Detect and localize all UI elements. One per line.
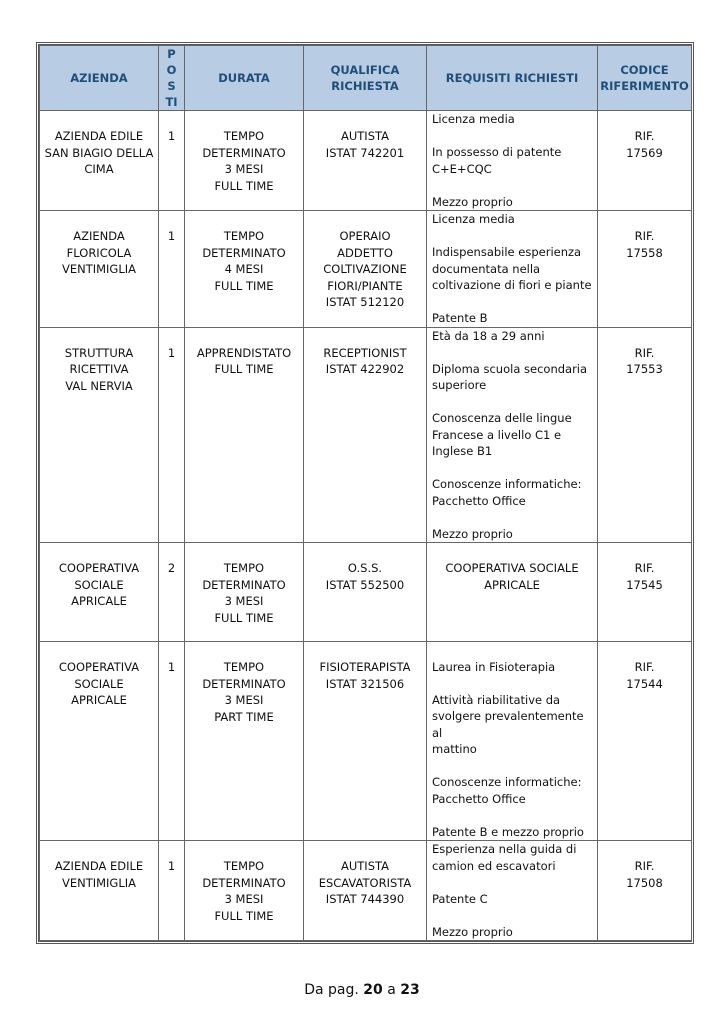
azienda-cell: COOPERATIVA SOCIALE APRICALE <box>40 642 159 841</box>
table-body <box>40 111 692 941</box>
codice-cell: RIF. 17569 <box>598 111 692 211</box>
qualifica-cell: O.S.S. ISTAT 552500 <box>304 543 427 642</box>
header-durata: DURATA <box>185 46 304 111</box>
header-codice: CODICE RIFERIMENTO <box>598 46 692 111</box>
requisiti-cell: Licenza media Indispensabile esperienza documentata nella coltivazione di fiori e piante Patente B <box>427 211 598 328</box>
job-offers-table-frame <box>36 42 694 944</box>
table-header-row <box>40 46 692 111</box>
posti-cell: 1 <box>159 111 185 211</box>
requisiti-cell: Età da 18 a 29 anni Diploma scuola secondaria superiore Conoscenza delle lingue Francese a livello C1 e Inglese B1 Conoscenze informatiche: Pacchetto Office Mezzo proprio <box>427 327 598 543</box>
table-row <box>40 543 692 642</box>
header-requisiti: REQUISITI RICHIESTI <box>427 46 598 111</box>
job-offers-table <box>39 45 692 941</box>
azienda-cell: AZIENDA FLORICOLA VENTIMIGLIA <box>40 211 159 328</box>
table-row <box>40 211 692 328</box>
header-qualifica: QUALIFICA RICHIESTA <box>304 46 427 111</box>
azienda-cell: AZIENDA EDILE VENTIMIGLIA <box>40 841 159 941</box>
codice-cell: RIF. 17545 <box>598 543 692 642</box>
posti-cell: 1 <box>159 642 185 841</box>
posti-cell: 1 <box>159 841 185 941</box>
header-posti: P O S TI <box>159 46 185 111</box>
header-azienda: AZIENDA <box>40 46 159 111</box>
footer-current-page: 20 <box>363 982 383 998</box>
durata-cell: TEMPO DETERMINATO 4 MESI FULL TIME <box>185 211 304 328</box>
requisiti-cell: Laurea in Fisioterapia Attività riabilitative da svolgere prevalentemente al mattino Conoscenze informatiche: Pacchetto Office Patente B e mezzo proprio <box>427 642 598 841</box>
durata-cell: TEMPO DETERMINATO 3 MESI FULL TIME <box>185 841 304 941</box>
codice-cell: RIF. 17553 <box>598 327 692 543</box>
durata-cell: TEMPO DETERMINATO 3 MESI FULL TIME <box>185 111 304 211</box>
durata-cell: APPRENDISTATO FULL TIME <box>185 327 304 543</box>
table-row <box>40 327 692 543</box>
requisiti-cell: COOPERATIVA SOCIALE APRICALE <box>427 543 598 642</box>
requisiti-cell: Esperienza nella guida di camion ed escavatori Patente C Mezzo proprio <box>427 841 598 941</box>
durata-cell: TEMPO DETERMINATO 3 MESI PART TIME <box>185 642 304 841</box>
footer-total-pages: 23 <box>400 982 420 998</box>
qualifica-cell: AUTISTA ISTAT 742201 <box>304 111 427 211</box>
qualifica-cell: AUTISTA ESCAVATORISTA ISTAT 744390 <box>304 841 427 941</box>
requisiti-cell: Licenza media In possesso di patente C+E+CQC Mezzo proprio <box>427 111 598 211</box>
posti-cell: 1 <box>159 211 185 328</box>
table-row <box>40 841 692 941</box>
page-footer <box>0 982 724 998</box>
codice-cell: RIF. 17544 <box>598 642 692 841</box>
table-row <box>40 111 692 211</box>
azienda-cell: AZIENDA EDILE SAN BIAGIO DELLA CIMA <box>40 111 159 211</box>
table-row <box>40 642 692 841</box>
footer-middle: a <box>387 982 396 998</box>
qualifica-cell: RECEPTIONIST ISTAT 422902 <box>304 327 427 543</box>
azienda-cell: STRUTTURA RICETTIVA VAL NERVIA <box>40 327 159 543</box>
qualifica-cell: OPERAIO ADDETTO COLTIVAZIONE FIORI/PIANTE ISTAT 512120 <box>304 211 427 328</box>
footer-prefix: Da pag. <box>304 982 359 998</box>
posti-cell: 1 <box>159 327 185 543</box>
codice-cell: RIF. 17508 <box>598 841 692 941</box>
durata-cell: TEMPO DETERMINATO 3 MESI FULL TIME <box>185 543 304 642</box>
azienda-cell: COOPERATIVA SOCIALE APRICALE <box>40 543 159 642</box>
codice-cell: RIF. 17558 <box>598 211 692 328</box>
qualifica-cell: FISIOTERAPISTA ISTAT 321506 <box>304 642 427 841</box>
posti-cell: 2 <box>159 543 185 642</box>
